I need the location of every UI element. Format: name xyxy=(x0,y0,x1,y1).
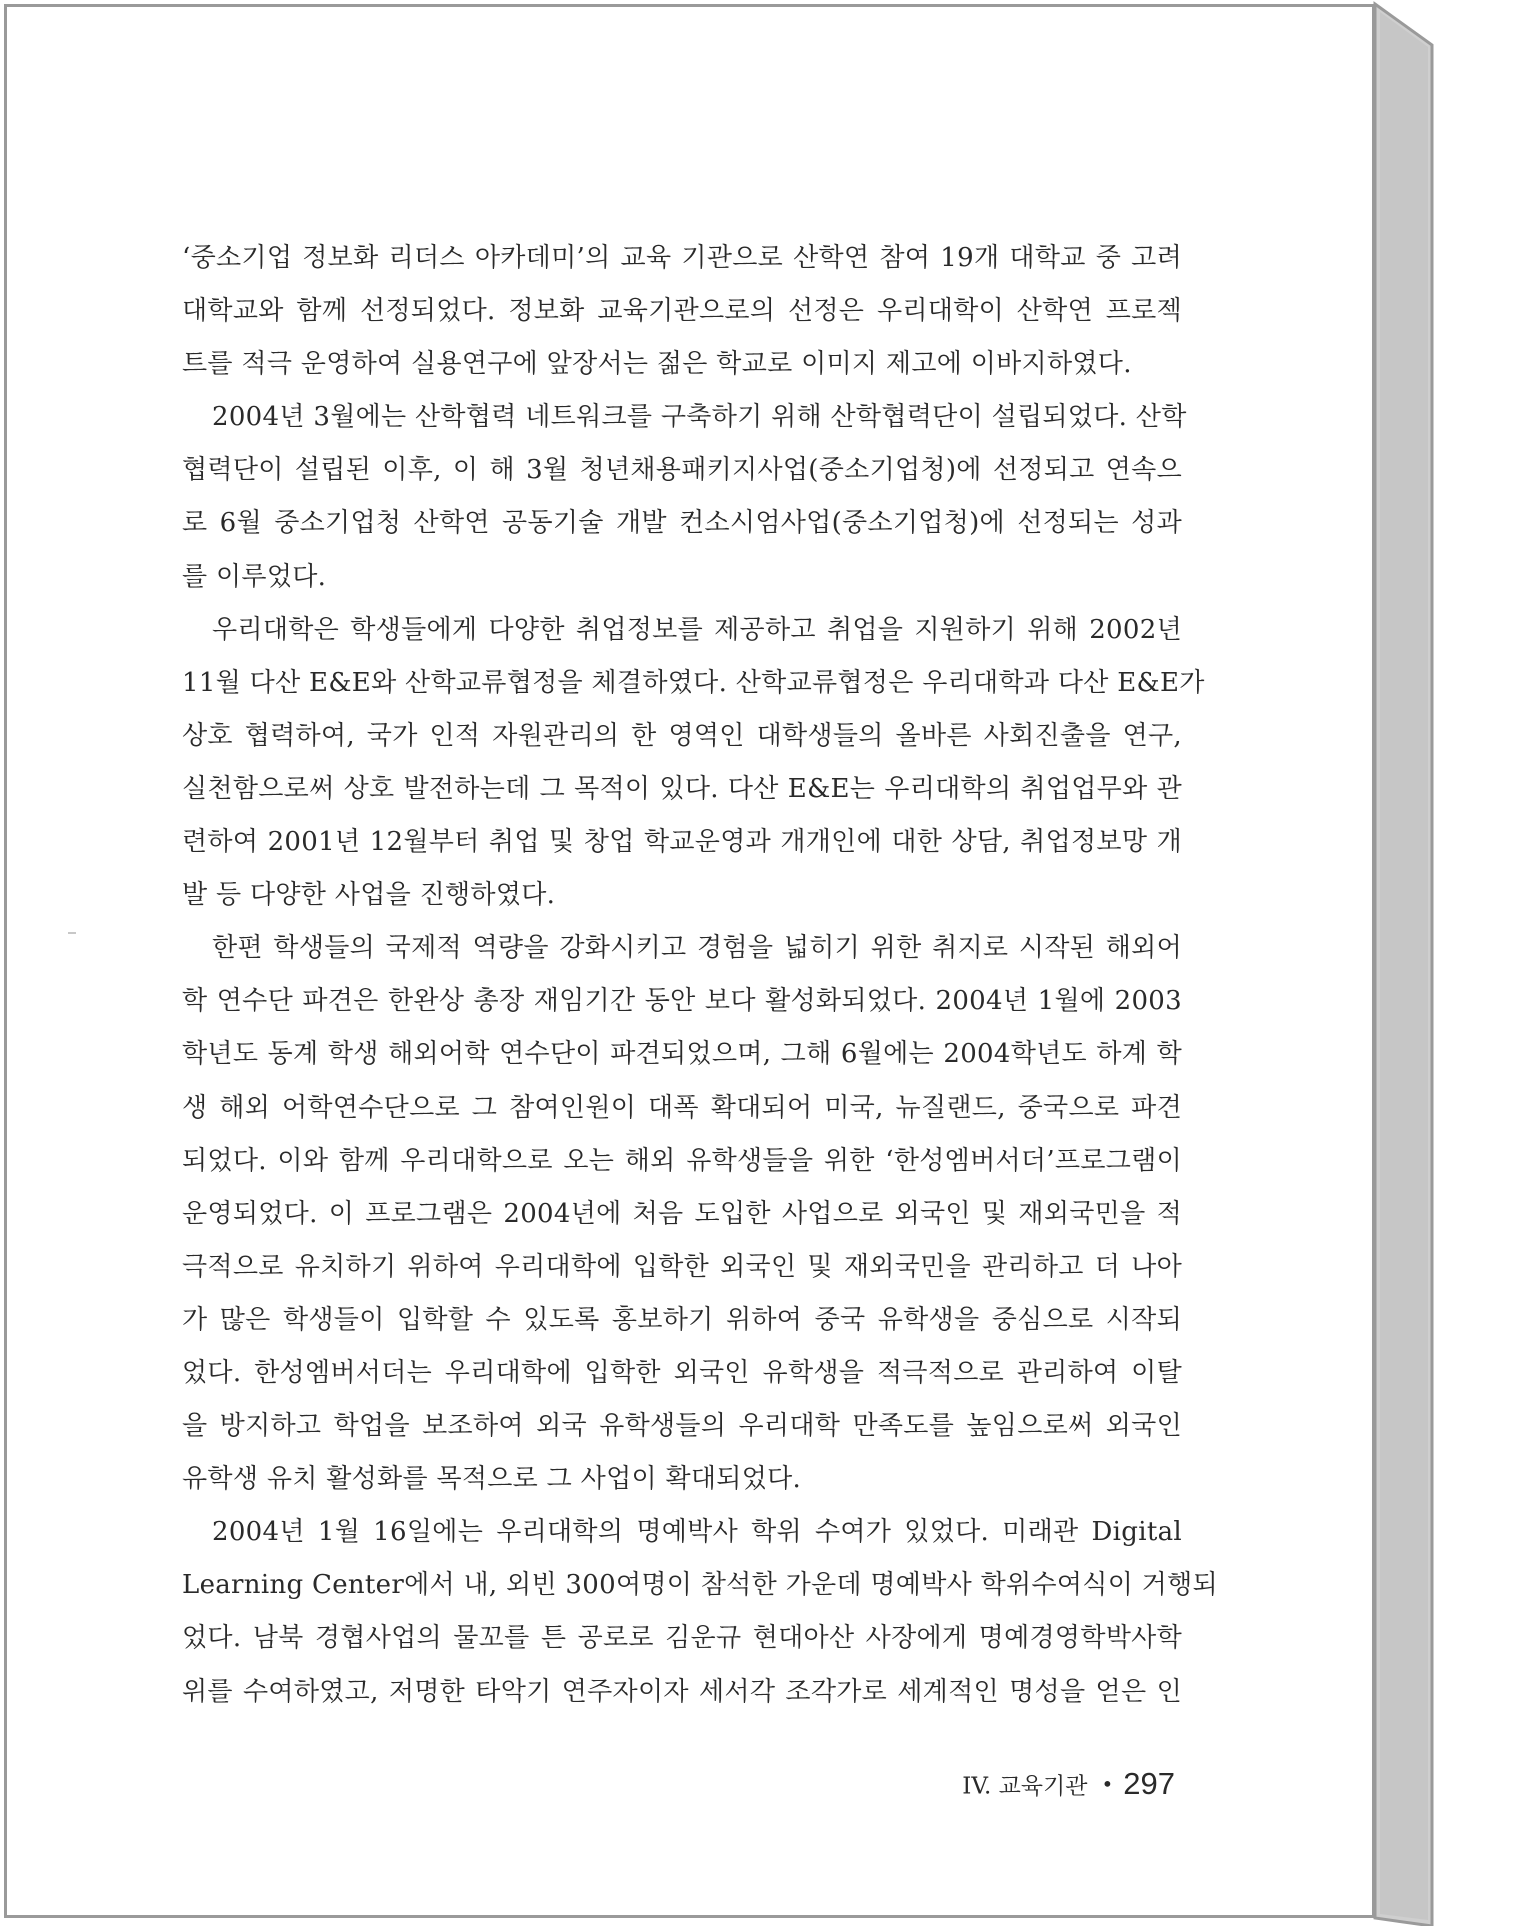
book-edge-shade xyxy=(1380,12,1428,1920)
text-line: 11월 다산 E&E와 산학교류협정을 체결하였다. 산학교류협정은 우리대학과 다산 E&E가 xyxy=(182,667,1205,698)
text-line: 되었다. 이와 함께 우리대학으로 오는 해외 유학생들을 위한 ‘한성엠버서더’프로그램이 xyxy=(182,1145,1182,1176)
text-line: 학년도 동계 학생 해외어학 연수단이 파견되었으며, 그해 6월에는 2004학년도 하계 학 xyxy=(182,1039,1182,1070)
text-line: ‘중소기업 정보화 리더스 아카데미’의 교육 기관으로 산학연 참여 19개 대학교 중 고려 xyxy=(182,243,1182,273)
footer-section-title: IV. 교육기관 xyxy=(962,1773,1088,1800)
text-line: 극적으로 유치하기 위하여 우리대학에 입학한 외국인 및 재외국민을 관리하고 더 나아 xyxy=(182,1251,1182,1282)
text-line: 대학교와 함께 선정되었다. 정보화 교육기관으로의 선정은 우리대학이 산학연 프로젝 xyxy=(182,296,1182,327)
text-line: 2004년 1월 16일에는 우리대학의 명예박사 학위 수여가 있었다. 미래관 Digital xyxy=(212,1517,1182,1548)
text-line: 발 등 다양한 사업을 진행하였다. xyxy=(182,880,556,911)
text-line: 위를 수여하였고, 저명한 타악기 연주자이자 세서각 조각가로 세계적인 명성을 얻은 인 xyxy=(182,1676,1182,1707)
text-line: 한편 학생들의 국제적 역량을 강화시키고 경험을 넓히기 위한 취지로 시작된 해외어 xyxy=(212,933,1182,964)
scan-artifact xyxy=(68,932,76,934)
text-line: 을 방지하고 학업을 보조하여 외국 유학생들의 우리대학 만족도를 높임으로써 외국인 xyxy=(182,1411,1182,1442)
page-footer xyxy=(962,1766,1175,1802)
text-line: 학 연수단 파견은 한완상 총장 재임기간 동안 보다 활성화되었다. 2004년 1월에 2003 xyxy=(182,986,1182,1017)
text-line: 상호 협력하여, 국가 인적 자원관리의 한 영역인 대학생들의 올바른 사회진출을 연구, xyxy=(182,720,1182,751)
text-line: 를 이루었다. xyxy=(182,561,327,592)
text-line: 유학생 유치 활성화를 목적으로 그 사업이 확대되었다. xyxy=(182,1464,802,1495)
text-line: 었다. 남북 경협사업의 물꼬를 튼 공로로 김운규 현대아산 사장에게 명예경영학박사학 xyxy=(182,1623,1182,1654)
text-line: 우리대학은 학생들에게 다양한 취업정보를 제공하고 취업을 지원하기 위해 2002년 xyxy=(212,614,1182,645)
text-line: 트를 적극 운영하여 실용연구에 앞장서는 젊은 학교로 이미지 제고에 이바지하였다. xyxy=(182,349,1132,380)
text-line: 련하여 2001년 12월부터 취업 및 창업 학교운영과 개개인에 대한 상담, 취업정보망 개 xyxy=(182,827,1182,858)
text-line: 운영되었다. 이 프로그램은 2004년에 처음 도입한 사업으로 외국인 및 재외국민을 적 xyxy=(182,1198,1182,1229)
footer-bullet: • xyxy=(1101,1772,1114,1796)
text-line: 2004년 3월에는 산학협력 네트워크를 구축하기 위해 산학협력단이 설립되었다. 산학 xyxy=(212,402,1187,433)
body-text xyxy=(182,232,1218,1719)
text-line: 생 해외 어학연수단으로 그 참여인원이 대폭 확대되어 미국, 뉴질랜드, 중국으로 파견 xyxy=(182,1092,1182,1123)
text-line: 실천함으로써 상호 발전하는데 그 목적이 있다. 다산 E&E는 우리대학의 취업업무와 관 xyxy=(182,773,1182,804)
page-number: 297 xyxy=(1123,1766,1175,1801)
text-line: Learning Center에서 내, 외빈 300여명이 참석한 가운데 명예박사 학위수여식이 거행되 xyxy=(182,1570,1218,1601)
text-line: 었다. 한성엠버서더는 우리대학에 입학한 외국인 유학생을 적극적으로 관리하여 이탈 xyxy=(182,1357,1182,1388)
text-line: 로 6월 중소기업청 산학연 공동기술 개발 컨소시엄사업(중소기업청)에 선정되는 성과 xyxy=(182,508,1182,539)
text-line: 협력단이 설립된 이후, 이 해 3월 청년채용패키지사업(중소기업청)에 선정되고 연속으 xyxy=(182,455,1182,486)
text-line: 가 많은 학생들이 입학할 수 있도록 홍보하기 위하여 중국 유학생을 중심으로 시작되 xyxy=(182,1304,1182,1335)
